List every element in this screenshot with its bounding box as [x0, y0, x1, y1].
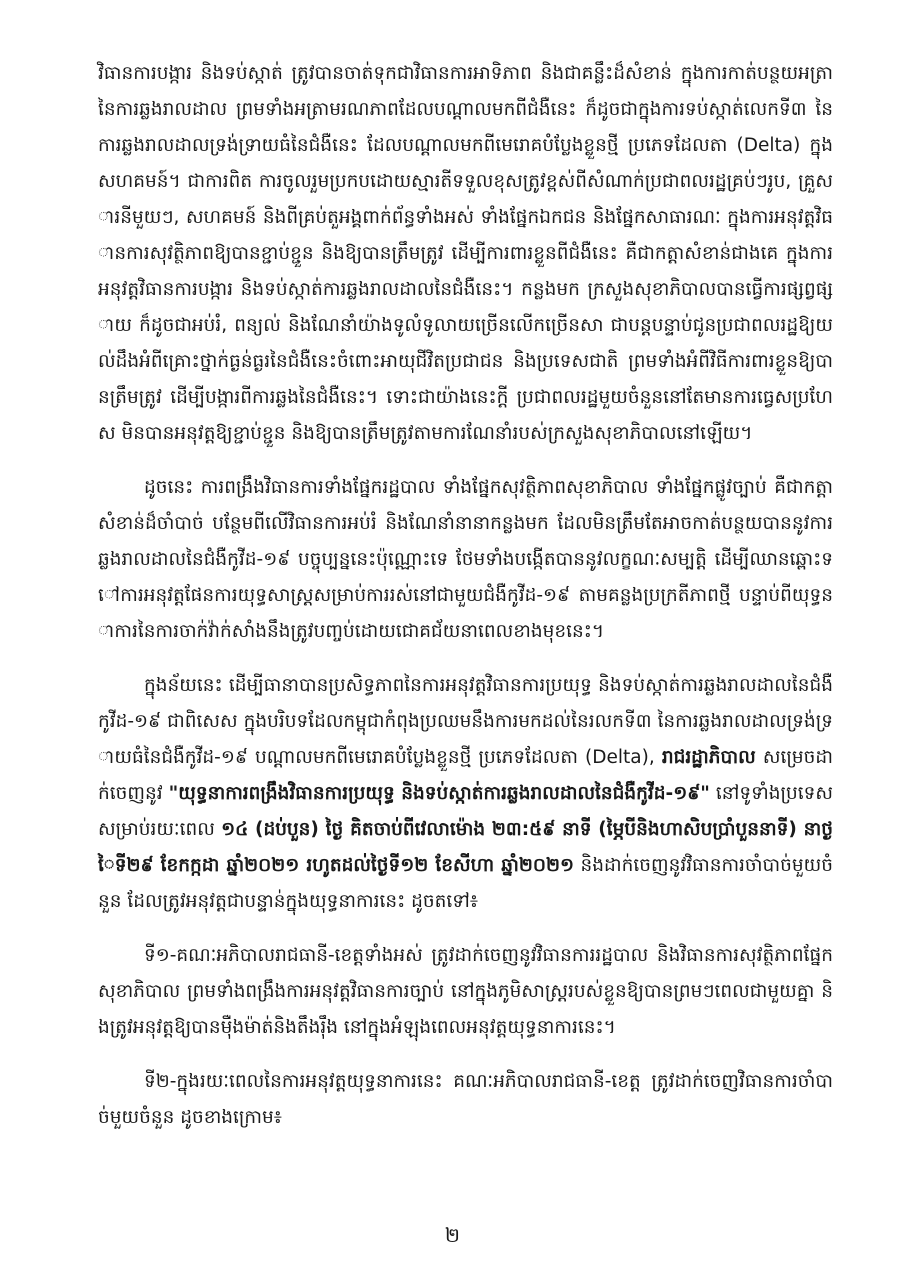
paragraph-1: [98, 56, 833, 452]
paragraph-4-text: ទី១-គណៈអភិបាលរាជធានី-ខេត្តទាំងអស់ ត្រូវដាក់ចេញនូវវិធានការរដ្ឋបាល និងវិធានការសុវត្ថិភាពផ្នែកសុខាភិបាល ព្រមទាំងពង្រឹងការអនុវត្តវិធានការច្បាប់ នៅក្នុងភូមិសាស្ត្ររបស់ខ្លួនឱ្យបានព្រមៗពេលជាមួយគ្នា និងត្រូវអនុវត្តឱ្យបានម៉ឺងម៉ាត់និងតឹងរ៉ឹង នៅក្នុងអំឡុងពេលអនុវត្តយុទ្ធនាការនេះ។: [98, 945, 833, 1038]
paragraph-1-text: វិធានការបង្ការ និងទប់ស្កាត់ ត្រូវបានចាត់ទុកជាវិធានការអាទិភាព និងជាគន្លឹះដ៏សំខាន់ ក្នុងការកាត់បន្ថយអត្រានៃការឆ្លងរាលដាល ព្រមទាំងអត្រាមរណភាពដែលបណ្តាលមកពីជំងឺនេះ ក៏ដូចជាក្នុងការទប់ស្កាត់លេកទី៣ នៃការឆ្លងរាលដាលទ្រង់ទ្រាយធំនៃជំងឺនេះ ដែលបណ្តាលមកពីមេរោគបំប្លែងខ្លួនថ្មី ប្រភេទដែលតា (Delta) ក្នុងសហគមន៍។ ជាការពិត ការចូលរួមប្រកបដោយស្មារតីទទួលខុសត្រូវខ្ពស់ពីសំណាក់ប្រជាពលរដ្ឋគ្រប់ៗរូប, គ្រួសារនីមួយៗ, សហគមន៍ និងពីគ្រប់តួអង្គពាក់ព័ន្ធទាំងអស់ ទាំងផ្នែកឯកជន និងផ្នែកសាធារណៈ ក្នុងការអនុវត្តវិធានការសុវត្ថិភាពឱ្យបានខ្ជាប់ខ្ជួន និងឱ្យបានត្រឹមត្រូវ ដើម្បីការពារខ្លួនពីជំងឺនេះ គឺជាកត្តាសំខាន់ជាងគេ ក្នុងការអនុវត្តវិធានការបង្ការ និងទប់ស្កាត់ការឆ្លងរាលដាលនៃជំងឺនេះ។ កន្លងមក ក្រសួងសុខាភិបាលបានធ្វើការផ្សព្វផ្សាយ ក៏ដូចជាអប់រំ, ពន្យល់ និងណែនាំយ៉ាងទូលំទូលាយច្រើនលើកច្រើនសា ជាបន្តបន្ទាប់ជូនប្រជាពលរដ្ឋឱ្យយល់ដឹងអំពីគ្រោះថ្នាក់ធ្ងន់ធ្ងរនៃជំងឺនេះចំពោះអាយុជីវិតប្រជាជន និងប្រទេសជាតិ ព្រមទាំងអំពីវិធីការពារខ្លួនឱ្យបានត្រឹមត្រូវ ដើម្បីបង្ការពីការឆ្លងនៃជំងឺនេះ។ ទោះជាយ៉ាងនេះក្តី ប្រជាពលរដ្ឋមួយចំនួននៅតែមានការធ្វេសប្រហែស មិនបានអនុវត្តឱ្យខ្ជាប់ខ្ជួន និងឱ្យបានត្រឹមត្រូវតាមការណែនាំរបស់ក្រសួងសុខាភិបាលនៅឡើយ។: [98, 63, 833, 444]
royal-government-bold: រាជរដ្ឋាភិបាល: [661, 747, 756, 768]
page-number: ២: [444, 1223, 461, 1247]
document-body: [98, 56, 833, 1154]
campaign-title-bold: "យុទ្ធនាការពង្រឹងវិធានការប្រយុទ្ធ និងទប់ស្កាត់ការឆ្លងរាលដាលនៃជំងឺកូវីដ-១៩": [168, 783, 710, 804]
paragraph-5: [98, 1064, 833, 1136]
paragraph-3-text-d: និងដាក់ចេញនូវវិធានការចាំបាច់មួយចំនួន ដែលត្រូវអនុវត្តជាបន្ទាន់ក្នុងយុទ្ធនាការនេះ ដូចតទៅ៖: [98, 855, 834, 912]
campaign-period-bold: ១៤ (ដប់បួន) ថ្ងៃ គិតចាប់ពីវេលាម៉ោង ២៣:៥៩ នាទី (ម្ភៃបីនិងហាសិបប្រាំបួននាទី) នាថ្ងៃទី២៩ ខែកក្កដា ឆ្នាំ២០២១ រហូតដល់ថ្ងៃទី១២ ខែសីហា ឆ្នាំ២០២១: [98, 819, 833, 876]
paragraph-3-text-c: នៅទូទាំងប្រទេស សម្រាប់រយៈពេល: [98, 783, 833, 840]
paragraph-2-text: ដូចនេះ ការពង្រឹងវិធានការទាំងផ្នែករដ្ឋបាល ទាំងផ្នែកសុវត្ថិភាពសុខាភិបាល ទាំងផ្នែកផ្លូវច្បាប់ គឺជាកត្តាសំខាន់ដ៏ចាំបាច់ បន្ថែមពីលើវិធានការអប់រំ និងណែនាំនានាកន្លងមក ដែលមិនត្រឹមតែអាចកាត់បន្ថយបាននូវការឆ្លងរាលដាលនៃជំងឺកូវីដ-១៩ បច្ចុប្បន្ននេះប៉ុណ្ណោះទេ ថែមទាំងបង្កើតបាននូវលក្ខណៈសម្បត្តិ ដើម្បីឈានឆ្ពោះទៅការអនុវត្តផែនការយុទ្ធសាស្ត្រសម្រាប់ការរស់នៅជាមួយជំងឺកូវីដ-១៩ តាមគន្លងប្រក្រតីភាពថ្មី បន្ទាប់ពីយុទ្ធនាការនៃការចាក់វ៉ាក់សាំងនឹងត្រូវបញ្ចប់ដោយជោគជ័យនាពេលខាងមុខនេះ។: [98, 477, 833, 642]
paragraph-5-text: ទី២-ក្នុងរយៈពេលនៃការអនុវត្តយុទ្ធនាការនេះ គណៈអភិបាលរាជធានី-ខេត្ត ត្រូវដាក់ចេញវិធានការចាំបាច់មួយចំនួន ដូចខាងក្រោម៖: [98, 1071, 833, 1128]
paragraph-3-text-a: ក្នុងន័យនេះ ដើម្បីធានាបានប្រសិទ្ធភាពនៃការអនុវត្តវិធានការប្រយុទ្ធ និងទប់ស្កាត់ការឆ្លងរាលដាលនៃជំងឺកូវីដ-១៩ ជាពិសេស ក្នុងបរិបទដែលកម្ពុជាកំពុងប្រឈមនឹងការមកដល់នៃរលកទី៣ នៃការឆ្លងរាលដាលទ្រង់ទ្រាយធំនៃជំងឺកូវីដ-១៩ បណ្តាលមកពីមេរោគបំប្លែងខ្លួនថ្មី ប្រភេទដែលតា (Delta),: [98, 675, 833, 768]
paragraph-2: [98, 470, 833, 650]
paragraph-3: [98, 668, 833, 920]
paragraph-4: [98, 938, 833, 1046]
paragraph-3-text-b: សម្រេចដាក់ចេញនូវ: [98, 747, 833, 804]
